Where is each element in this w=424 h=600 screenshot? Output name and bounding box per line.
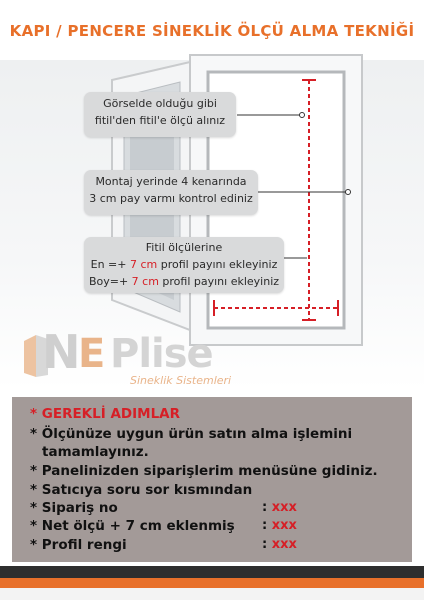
step-item-profile-color: * Profil rengi — [30, 537, 127, 553]
callout-measure-fitil — [84, 92, 236, 137]
profile-color-value: : xxx — [262, 537, 297, 552]
logo-letter-n: N — [42, 325, 79, 379]
callout-line: Fitil ölçülerine — [145, 241, 223, 254]
callout-line: Montaj yerinde 4 kenarında — [95, 175, 247, 188]
step-item-continued: tamamlayınız. — [42, 444, 149, 460]
callout-profile-allowance — [84, 237, 284, 293]
bottom-band-orange — [0, 578, 424, 588]
callout-line-en: En =+ 7 cm profil payını ekleyiniz — [90, 258, 278, 271]
step-item: * Panelinizden siparişlerim menüsüne gidiniz. — [30, 463, 378, 479]
step-item: * Satıcıya soru sor kısmından — [30, 482, 253, 498]
logo-letter-e: E — [78, 331, 106, 377]
callout-line: Görselde olduğu gibi — [103, 97, 217, 110]
bottom-band-dark — [0, 566, 424, 578]
step-item-net-size: * Net ölçü + 7 cm eklenmiş — [30, 518, 235, 534]
step-item: * Ölçünüze uygun ürün satın alma işlemini — [30, 426, 353, 442]
page-title: KAPI / PENCERE SİNEKLİK ÖLÇÜ ALMA TEKNİĞİ — [9, 22, 415, 40]
order-no-value: : xxx — [262, 500, 297, 515]
bottom-band-light — [0, 588, 424, 600]
logo-text: Plise — [110, 331, 213, 377]
step-item-order-no: * Sipariş no — [30, 500, 118, 516]
logo-subtitle: Sineklik Sistemleri — [130, 374, 232, 387]
callout-line-boy: Boy=+ 7 cm profil payını ekleyiniz — [88, 275, 280, 288]
callout-check-margin — [84, 170, 258, 215]
steps-heading: * GEREKLİ ADIMLAR — [30, 406, 181, 422]
net-size-value: : xxx — [262, 518, 297, 533]
callout-line: fitil'den fitil'e ölçü alınız — [94, 114, 226, 127]
callout-line: 3 cm pay varmı kontrol ediniz — [89, 192, 253, 205]
